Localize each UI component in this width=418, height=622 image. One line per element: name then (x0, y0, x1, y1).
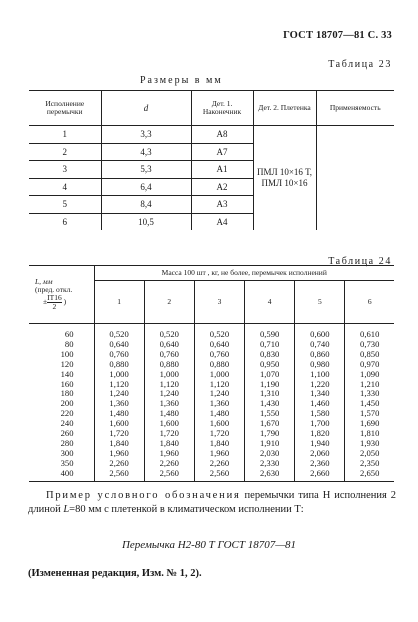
table-23 (29, 90, 394, 230)
t24-cell-mass: 0,610 (345, 324, 394, 340)
t24-tolerance-fraction (47, 294, 62, 311)
t24-cell-mass: 1,810 (345, 429, 394, 439)
t24-cell-length: 220 (60, 408, 74, 419)
t24-cell-mass: 1,340 (295, 389, 345, 399)
t24-cell-mass: 1,960 (144, 449, 194, 459)
t24-cell-mass: 0,980 (295, 360, 345, 370)
t24-cell-mass: 1,240 (94, 389, 144, 399)
t24-cell-mass: 1,210 (345, 380, 394, 390)
t24-cell-mass: 2,260 (144, 459, 194, 469)
t24-cell-mass: 1,690 (345, 419, 394, 429)
t24-cell-mass: 0,640 (194, 340, 244, 350)
t23-cell-d: 8,4 (101, 196, 191, 214)
t23-material-line-2: ПМЛ 10×16 (261, 178, 308, 188)
t23-material-line-1: ПМЛ 10×16 Т, (256, 167, 313, 177)
t24-cell-mass: 1,120 (194, 380, 244, 390)
t24-length-label: L, мм (35, 277, 53, 286)
t24-cell-mass: 1,840 (194, 439, 244, 449)
example-var: L (63, 504, 70, 515)
t24-cell-mass: 1,670 (245, 419, 295, 429)
table-row (29, 469, 394, 481)
t23-cell-d: 3,3 (101, 126, 191, 144)
t24-cell-mass: 1,600 (94, 419, 144, 429)
t24-cell-mass: 1,310 (245, 389, 295, 399)
t23-cell-tip: А8 (191, 126, 253, 144)
t23-cell-d: 5,3 (101, 161, 191, 179)
t23-cell-tip: А7 (191, 143, 253, 161)
t24-cell-mass: 1,360 (94, 399, 144, 409)
t24-cell-mass: 0,850 (345, 350, 394, 360)
t24-cell-mass: 1,240 (194, 389, 244, 399)
t24-cell-length: 140 (60, 368, 74, 379)
t24-header-col: 6 (345, 281, 394, 324)
table-24 (29, 265, 394, 482)
t24-cell-length: 260 (60, 428, 74, 439)
t24-cell-mass: 1,820 (295, 429, 345, 439)
t24-cell-mass: 0,860 (295, 350, 345, 360)
t24-header-col: 3 (194, 281, 244, 324)
t24-cell-mass: 0,520 (194, 324, 244, 340)
t23-cell-variant: 6 (62, 216, 67, 227)
t23-cell-tip: А3 (191, 196, 253, 214)
t24-cell-mass: 1,120 (94, 380, 144, 390)
t24-cell-length: 100 (60, 348, 74, 359)
t24-cell-mass: 1,720 (94, 429, 144, 439)
t24-cell-mass: 1,000 (144, 370, 194, 380)
t24-cell-mass: 1,960 (194, 449, 244, 459)
t23-cell-tip: А1 (191, 161, 253, 179)
t24-cell-mass: 1,330 (345, 389, 394, 399)
t24-cell-length: 80 (64, 338, 74, 349)
t24-cell-mass: 1,720 (194, 429, 244, 439)
t23-cell-d: 6,4 (101, 178, 191, 196)
t24-cell-mass: 2,030 (245, 449, 295, 459)
t24-cell-length: 60 (64, 329, 74, 339)
t24-cell-mass: 2,360 (295, 459, 345, 469)
table-23-label: Таблица 23 (328, 59, 392, 70)
t24-cell-mass: 1,090 (345, 370, 394, 380)
t24-cell-mass: 0,760 (194, 350, 244, 360)
t24-cell-mass: 0,760 (94, 350, 144, 360)
table-row (29, 324, 394, 340)
t24-cell-mass: 0,590 (245, 324, 295, 340)
t24-header-group: Масса 100 шт , кг, не более, перемычек исполнений (94, 266, 394, 281)
t24-cell-mass: 2,060 (295, 449, 345, 459)
t23-cell-tip: А4 (191, 213, 253, 230)
t24-cell-mass: 0,970 (345, 360, 394, 370)
t24-cell-length: 240 (60, 418, 74, 429)
t24-cell-mass: 2,660 (295, 469, 345, 481)
table-24-label: Таблица 24 (328, 256, 392, 267)
t24-cell-mass: 1,840 (144, 439, 194, 449)
t24-cell-mass: 1,930 (345, 439, 394, 449)
t24-cell-mass: 2,560 (94, 469, 144, 481)
t24-cell-mass: 0,600 (295, 324, 345, 340)
t24-cell-mass: 1,550 (245, 409, 295, 419)
t23-cell-variant: 2 (29, 143, 101, 161)
t24-body (29, 324, 394, 482)
t24-cell-mass: 1,570 (345, 409, 394, 419)
t23-cell-d: 4,3 (101, 143, 191, 161)
t24-cell-mass: 0,520 (144, 324, 194, 340)
t24-cell-mass: 1,940 (295, 439, 345, 449)
t24-cell-mass: 2,560 (144, 469, 194, 481)
table-23-caption: Размеры в мм (140, 75, 223, 86)
t24-header-col: 1 (94, 281, 144, 324)
t24-cell-mass: 1,700 (295, 419, 345, 429)
example-body-1: перемычки типа Н исполнения 2 длиной (28, 490, 396, 515)
t24-cell-mass: 1,430 (245, 399, 295, 409)
t24-cell-mass: 0,880 (94, 360, 144, 370)
t24-cell-mass: 2,050 (345, 449, 394, 459)
t24-cell-mass: 0,880 (144, 360, 194, 370)
t24-cell-mass: 0,730 (345, 340, 394, 350)
example-body-2: =80 мм с плетенкой в климатическом исполнении Т: (69, 504, 304, 515)
t23-header-variant: Исполнение перемычки (29, 91, 101, 126)
t23-cell-variant: 4 (29, 178, 101, 196)
example-title: Пример условного обозначения (46, 490, 241, 501)
t24-cell-mass: 1,360 (144, 399, 194, 409)
t24-cell-length: 160 (60, 378, 74, 389)
t24-cell-mass: 1,960 (94, 449, 144, 459)
t23-cell-tip: А2 (191, 178, 253, 196)
t24-header-col: 5 (295, 281, 345, 324)
t24-cell-mass: 1,450 (345, 399, 394, 409)
t24-cell-mass: 1,000 (94, 370, 144, 380)
t24-cell-mass: 1,840 (94, 439, 144, 449)
t24-tolerance-den: 2 (52, 302, 57, 311)
t24-cell-mass: 2,260 (94, 459, 144, 469)
t24-cell-mass: 1,070 (245, 370, 295, 380)
t24-cell-mass: 0,760 (144, 350, 194, 360)
t24-cell-mass: 1,910 (245, 439, 295, 449)
page-header: ГОСТ 18707—81 С. 33 (283, 30, 392, 41)
t24-cell-mass: 2,350 (345, 459, 394, 469)
t24-cell-mass: 0,640 (144, 340, 194, 350)
t23-header-applicability: Применяемость (316, 91, 394, 126)
t23-cell-material (253, 126, 316, 231)
t24-cell-mass: 1,220 (295, 380, 345, 390)
example-designation: Перемычка Н2-80 Т ГОСТ 18707—81 (121, 539, 297, 551)
t24-tolerance-num: IT16 (47, 293, 62, 302)
t24-cell-length: 180 (60, 388, 74, 399)
t24-tolerance-label: (пред. откл. (35, 285, 73, 294)
t23-header-braid: Дет. 2. Плетенка (253, 91, 316, 126)
t24-cell-mass: 0,880 (194, 360, 244, 370)
t24-cell-mass: 0,830 (245, 350, 295, 360)
t24-cell-mass: 2,650 (345, 469, 394, 481)
t24-cell-mass: 1,480 (94, 409, 144, 419)
t24-cell-mass: 2,560 (194, 469, 244, 481)
t23-cell-applicability (316, 126, 394, 231)
t23-cell-variant: 3 (29, 161, 101, 179)
t24-cell-mass: 1,600 (194, 419, 244, 429)
t24-cell-mass: 0,640 (94, 340, 144, 350)
t24-cell-length: 400 (29, 469, 94, 481)
t24-cell-mass: 0,950 (245, 360, 295, 370)
t24-cell-mass: 1,360 (194, 399, 244, 409)
t23-cell-d: 10,5 (101, 213, 191, 230)
t24-cell-mass: 1,460 (295, 399, 345, 409)
t24-header-col: 4 (245, 281, 295, 324)
t24-cell-mass: 1,000 (194, 370, 244, 380)
t24-cell-length: 350 (60, 457, 74, 468)
t24-cell-mass: 1,190 (245, 380, 295, 390)
t24-cell-mass: 0,710 (245, 340, 295, 350)
t24-cell-mass: 1,720 (144, 429, 194, 439)
t24-cell-mass: 0,520 (94, 324, 144, 340)
t24-cell-mass: 1,120 (144, 380, 194, 390)
t24-cell-mass: 1,100 (295, 370, 345, 380)
t24-cell-mass: 1,790 (245, 429, 295, 439)
t24-cell-mass: 2,330 (245, 459, 295, 469)
t24-cell-mass: 0,740 (295, 340, 345, 350)
t24-cell-length: 280 (60, 437, 74, 448)
t23-header-d: d (101, 91, 191, 126)
t23-cell-variant: 1 (29, 126, 101, 144)
t24-cell-mass: 1,480 (144, 409, 194, 419)
t24-cell-length: 200 (60, 398, 74, 409)
amendment-note: (Измененная редакция, Изм. № 1, 2). (28, 568, 202, 579)
t24-cell-mass: 2,260 (194, 459, 244, 469)
t24-header-length: L, мм (пред. откл. ± $\frac{IT16}{2}$ ) (29, 266, 94, 324)
t24-header-col: 2 (144, 281, 194, 324)
t23-header-tip: Дет. 1. Наконечник (191, 91, 253, 126)
t24-cell-mass: 1,600 (144, 419, 194, 429)
table-row (29, 126, 394, 144)
t24-cell-mass: 1,480 (194, 409, 244, 419)
t24-cell-mass: 2,630 (245, 469, 295, 481)
t24-cell-mass: 1,580 (295, 409, 345, 419)
t23-cell-variant: 5 (29, 196, 101, 214)
t24-cell-length: 120 (60, 358, 74, 369)
t24-cell-mass: 1,240 (144, 389, 194, 399)
t24-cell-length: 300 (60, 447, 74, 458)
example-paragraph (28, 489, 396, 517)
